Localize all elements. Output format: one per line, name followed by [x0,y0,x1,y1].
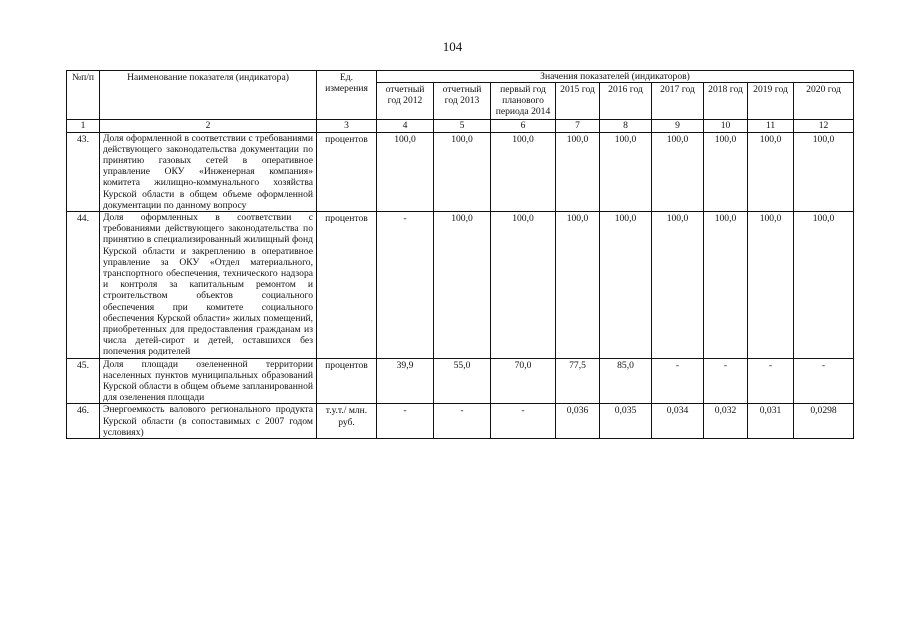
value-cell: - [794,358,854,404]
value-cell: 100,0 [491,212,556,359]
table-row [67,358,854,404]
page-number: 104 [442,39,463,54]
value-cell: 100,0 [704,132,748,211]
value-cell: 100,0 [748,132,794,211]
column-number: 1 [67,119,100,132]
indicator-name: Доля оформленных в соответствии с требованиями действующего законодательства по принятию в специализированный жилищный фонд Курской области и закреплению в оперативное управление за ОКУ «Отдел материального, транспортного обеспечения, технического надзора и контроля за капитальным ремонтом и строительством объектов социального обеспечения при комитете социального обеспечения Курской области» жилых помещений, приобретенных для предоставления гражданам из числа детей-сирот и детей, оставшихся без попечения родителей [100,212,317,359]
value-cell: 100,0 [556,132,600,211]
value-cell: 100,0 [600,132,652,211]
value-cell: 0,036 [556,404,600,439]
row-number: 44. [67,212,100,359]
header-no: №п/п [67,71,100,120]
header-year: 2019 год [748,83,794,120]
header-year: отчетный год 2013 [434,83,491,120]
header-year: 2020 год [794,83,854,120]
column-number: 3 [317,119,377,132]
header-year: первый год планового периода 2014 [491,83,556,120]
unit-cell: процентов [317,132,377,211]
indicator-name: Доля оформленной в соответствии с требованиями действующего законодательства документации по принятию газовых сетей в оперативное управление ОКУ «Инженерная компания» комитета жилищно-коммунального хозяйства Курской области в общем объеме оформленной документации по данному вопросу [100,132,317,211]
unit-cell: т.у.т./ млн. руб. [317,404,377,439]
column-number: 9 [652,119,704,132]
header-year: отчетный год 2012 [377,83,434,120]
value-cell: 0,032 [704,404,748,439]
header-year: 2016 год [600,83,652,120]
value-cell: 0,035 [600,404,652,439]
value-cell: - [434,404,491,439]
value-cell: 100,0 [434,132,491,211]
value-cell: 77,5 [556,358,600,404]
value-cell: 39,9 [377,358,434,404]
header-row-1 [67,71,854,83]
value-cell: 100,0 [794,132,854,211]
header-name: Наименование показателя (индикатора) [100,71,317,120]
value-cell: 100,0 [434,212,491,359]
value-cell: 100,0 [556,212,600,359]
value-cell: 100,0 [377,132,434,211]
value-cell: 55,0 [434,358,491,404]
column-number: 7 [556,119,600,132]
value-cell: 0,031 [748,404,794,439]
unit-cell: процентов [317,212,377,359]
table-row [67,132,854,211]
column-number: 6 [491,119,556,132]
value-cell: 100,0 [652,212,704,359]
header-year: 2018 год [704,83,748,120]
column-number: 5 [434,119,491,132]
value-cell: - [377,212,434,359]
table-row [67,404,854,439]
value-cell: - [377,404,434,439]
value-cell: 70,0 [491,358,556,404]
unit-cell: процентов [317,358,377,404]
value-cell: - [491,404,556,439]
column-number: 11 [748,119,794,132]
column-number: 8 [600,119,652,132]
value-cell: 100,0 [491,132,556,211]
value-cell: 85,0 [600,358,652,404]
table-row [67,212,854,359]
row-number: 45. [67,358,100,404]
indicator-name: Энергоемкость валового регионального продукта Курской области (в сопоставимых с 2007 годом условиях) [100,404,317,439]
value-cell: 0,0298 [794,404,854,439]
value-cell: 100,0 [748,212,794,359]
column-number: 10 [704,119,748,132]
value-cell: 100,0 [794,212,854,359]
value-cell: - [652,358,704,404]
indicator-name: Доля площади озелененной территории населенных пунктов муниципальных образований Курской области в общем объеме запланированной для озеленения площади [100,358,317,404]
value-cell: 0,034 [652,404,704,439]
value-cell: - [748,358,794,404]
column-number: 4 [377,119,434,132]
column-number: 12 [794,119,854,132]
row-number: 46. [67,404,100,439]
header-year: 2015 год [556,83,600,120]
header-unit: Ед. измерения [317,71,377,120]
column-number: 2 [100,119,317,132]
value-cell: 100,0 [600,212,652,359]
row-number: 43. [67,132,100,211]
indicators-table [66,70,854,439]
value-cell: 100,0 [704,212,748,359]
value-cell: - [704,358,748,404]
header-year: 2017 год [652,83,704,120]
column-number-row [67,119,854,132]
header-values-group: Значения показателей (индикаторов) [377,71,854,83]
value-cell: 100,0 [652,132,704,211]
